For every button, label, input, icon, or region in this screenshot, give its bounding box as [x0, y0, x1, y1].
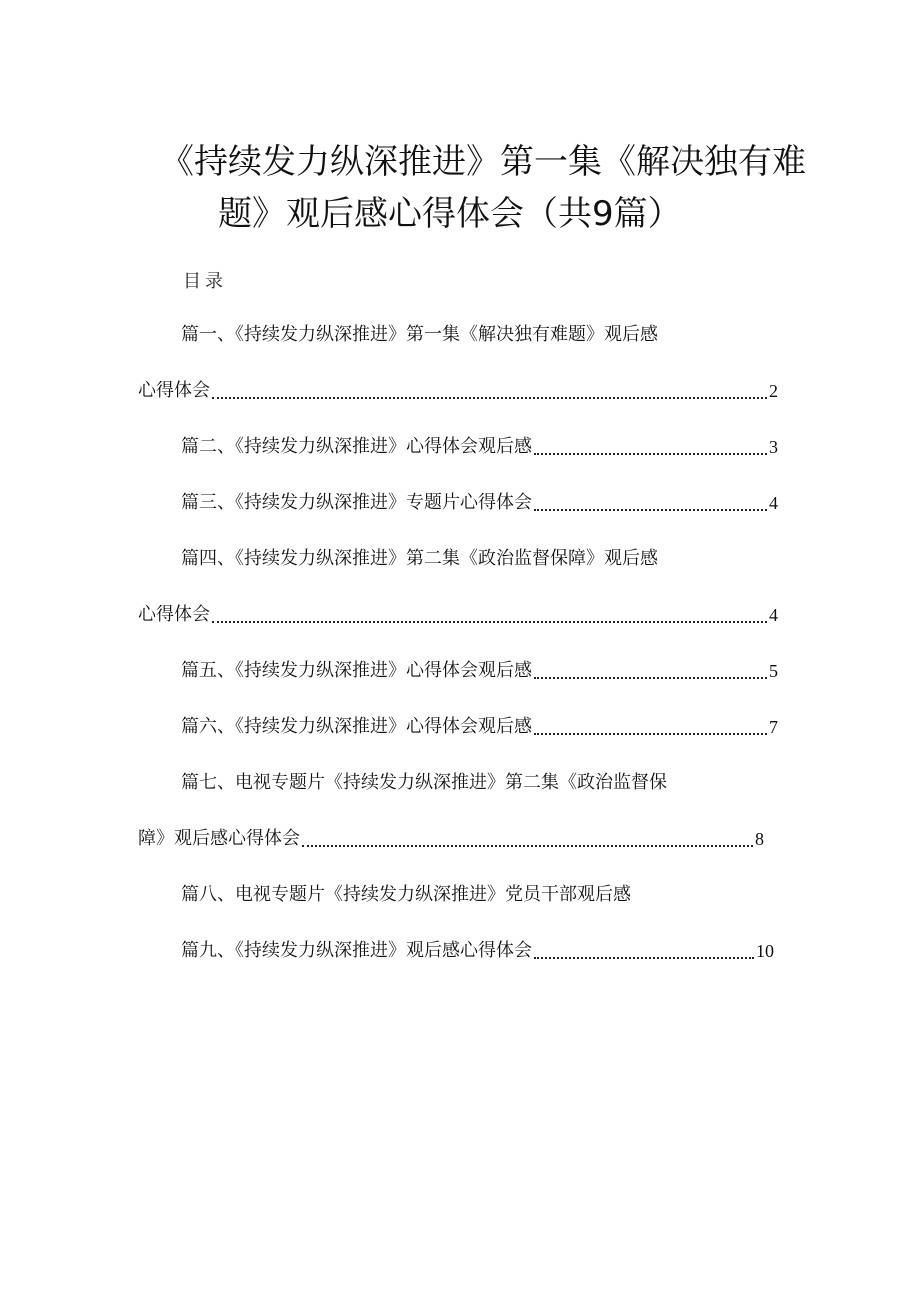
toc-entry-4-title: 篇四、《持续发力纵深推进》第二集《政治监督保障》观后感	[181, 548, 658, 569]
toc-entry-6-title: 篇六、《持续发力纵深推进》心得体会观后感	[181, 716, 532, 737]
leader-dots	[534, 957, 754, 959]
toc-entry-1-line-2[interactable]	[138, 376, 778, 406]
leader-dots	[212, 397, 767, 399]
leader-dots	[534, 677, 767, 679]
leader-dots	[302, 845, 753, 847]
toc-heading: 目录	[183, 271, 227, 292]
document-title-line-1: 《持续发力纵深推进》第一集《解决独有难	[160, 142, 806, 182]
toc-entry-5[interactable]	[181, 656, 778, 686]
toc-entry-9-page: 10	[756, 941, 774, 961]
toc-entry-7-line-2[interactable]	[138, 824, 764, 854]
toc-entry-1-line-1[interactable]	[181, 320, 778, 350]
toc-entry-1-title-cont: 心得体会	[138, 380, 210, 401]
toc-entry-7-title: 篇七、电视专题片《持续发力纵深推进》第二集《政治监督保	[181, 772, 667, 793]
toc-entry-8-title: 篇八、电视专题片《持续发力纵深推进》党员干部观后感	[181, 884, 631, 905]
toc-entry-3[interactable]	[181, 488, 778, 518]
toc-entry-4-line-1[interactable]	[181, 544, 778, 574]
toc-entry-8[interactable]	[181, 880, 778, 910]
toc-entry-1-page: 2	[769, 381, 778, 401]
toc-entry-2-title: 篇二、《持续发力纵深推进》心得体会观后感	[181, 436, 532, 457]
toc-entry-6-page: 7	[769, 717, 778, 737]
toc-entry-5-page: 5	[769, 661, 778, 681]
toc-entry-5-title: 篇五、《持续发力纵深推进》心得体会观后感	[181, 660, 532, 681]
toc-entry-2[interactable]	[181, 432, 778, 462]
toc-entry-3-page: 4	[769, 493, 778, 513]
leader-dots	[212, 621, 767, 623]
document-title-line-2: 题》观后感心得体会（共9篇）	[218, 194, 682, 234]
toc-entry-6[interactable]	[181, 712, 778, 742]
toc-entry-1-title: 篇一、《持续发力纵深推进》第一集《解决独有难题》观后感	[181, 324, 658, 345]
toc-entry-4-line-2[interactable]	[138, 600, 778, 630]
toc-entry-7-title-cont: 障》观后感心得体会	[138, 828, 300, 849]
leader-dots	[534, 733, 767, 735]
toc-entry-2-page: 3	[769, 437, 778, 457]
toc-entry-3-title: 篇三、《持续发力纵深推进》专题片心得体会	[181, 492, 532, 513]
toc-entry-4-title-cont: 心得体会	[138, 604, 210, 625]
toc-entry-9[interactable]	[181, 936, 774, 966]
toc-entry-7-line-1[interactable]	[181, 768, 778, 798]
leader-dots	[534, 453, 767, 455]
leader-dots	[534, 509, 767, 511]
toc-entry-7-page: 8	[755, 829, 764, 849]
toc-entry-9-title: 篇九、《持续发力纵深推进》观后感心得体会	[181, 940, 532, 961]
toc-entry-4-page: 4	[769, 605, 778, 625]
